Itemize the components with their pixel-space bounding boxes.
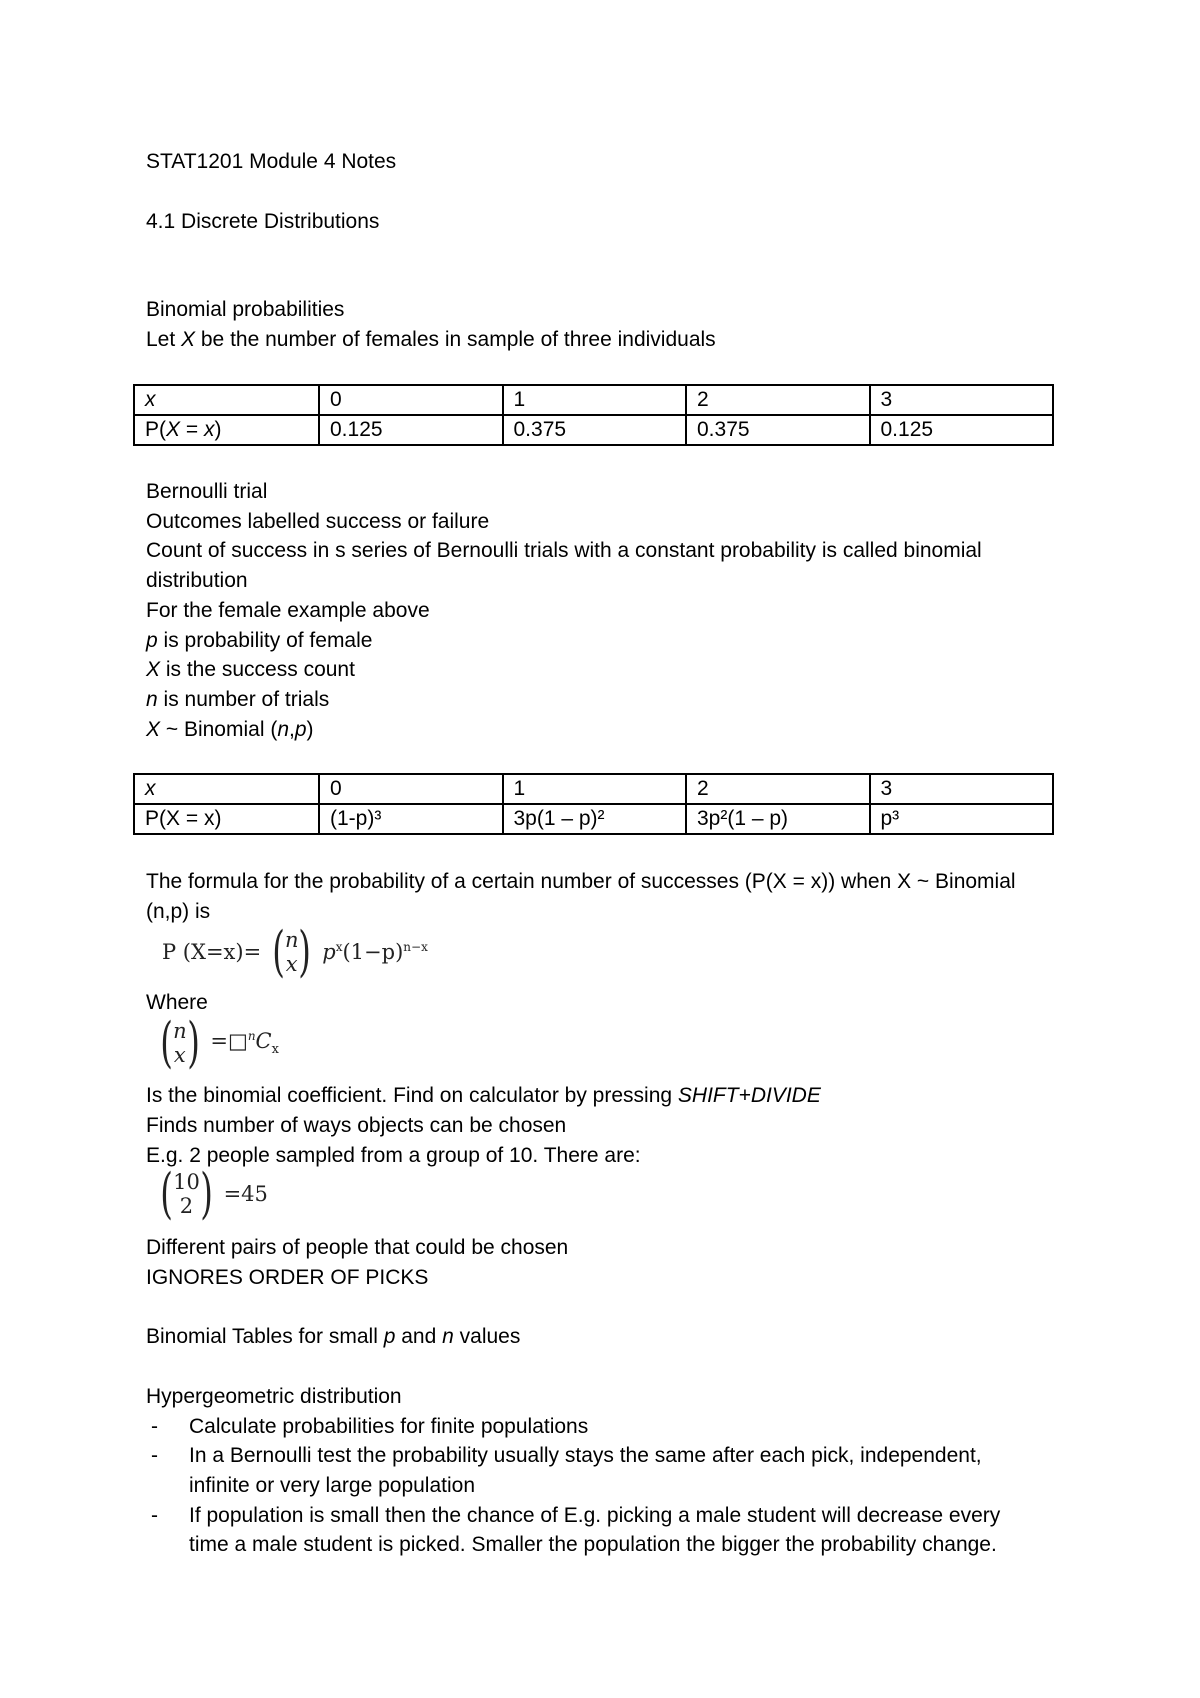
bullet-text: In a Bernoulli test the probability usually stays the same after each pick, independent,	[189, 1444, 982, 1467]
bullet-marker: -	[151, 1504, 158, 1527]
bullet-marker: -	[151, 1444, 158, 1467]
x-definition: X is the success count	[146, 658, 355, 681]
bernoulli-line: distribution	[146, 569, 248, 592]
formula-mid: (1−p)	[342, 940, 404, 964]
section-heading: 4.1 Discrete Distributions	[146, 210, 380, 233]
table-row-label: P(X = x)	[134, 415, 319, 445]
binomial-coefficient: ( 10 2 )	[160, 1162, 213, 1225]
bullet-text: infinite or very large population	[189, 1474, 476, 1497]
table-header-cell: 1	[503, 774, 687, 804]
table-cell: 3p(1 – p)²	[503, 804, 687, 834]
table-row-label: P(X = x)	[134, 804, 319, 834]
probability-table	[133, 384, 1054, 446]
table-header-cell: 3	[870, 774, 1054, 804]
example-coefficient	[156, 1162, 268, 1225]
formula-bottom: x	[285, 952, 298, 976]
coef-equals: =□	[210, 1028, 248, 1053]
binomial-tables-line: Binomial Tables for small p and n values	[146, 1325, 521, 1348]
formula-intro: The formula for the probability of a certain number of successes (P(X = x)) when X ~ Binomial	[146, 870, 1016, 893]
table-cell: 0.375	[503, 415, 687, 445]
table-header-cell: x	[134, 385, 319, 415]
example-result: =45	[223, 1182, 268, 1206]
table-header-cell: 2	[686, 774, 870, 804]
bullet-text: Calculate probabilities for finite populations	[189, 1415, 589, 1438]
bernoulli-heading: Bernoulli trial	[146, 480, 268, 503]
table-cell: 0.125	[870, 415, 1054, 445]
coef-sub: x	[271, 1042, 279, 1058]
table-header-cell: 0	[319, 774, 503, 804]
p-definition: p is probability of female	[146, 629, 373, 652]
bullet-marker: -	[151, 1415, 158, 1438]
table-row	[134, 385, 1053, 415]
example-explanation: IGNORES ORDER OF PICKS	[146, 1266, 429, 1289]
hypergeometric-heading: Hypergeometric distribution	[146, 1385, 402, 1408]
example-top: 10	[173, 1170, 200, 1194]
coef-sup: n	[247, 1028, 256, 1043]
table-cell: 3p²(1 – p)	[686, 804, 870, 834]
table-cell: (1-p)³	[319, 804, 503, 834]
table-cell: 0.375	[686, 415, 870, 445]
binomial-formula-table	[133, 773, 1054, 835]
table-header-cell: x	[134, 774, 319, 804]
binomial-heading: Binomial probabilities	[146, 298, 345, 321]
formula-exp-nx: n−x	[403, 940, 428, 954]
doc-title: STAT1201 Module 4 Notes	[146, 150, 397, 173]
coef-c: C	[255, 1028, 272, 1053]
table-header-cell: 2	[686, 385, 870, 415]
table-row	[134, 804, 1053, 834]
binomial-coefficient: ( n x )	[272, 920, 312, 983]
coefficient-line: Finds number of ways objects can be chosen	[146, 1114, 567, 1137]
example-explanation: Different pairs of people that could be chosen	[146, 1236, 569, 1259]
bernoulli-line: Outcomes labelled success or failure	[146, 510, 490, 533]
binomial-coefficient: ( n x )	[160, 1011, 200, 1074]
formula-lhs: P (X=x)=	[162, 940, 262, 964]
n-definition: n is number of trials	[146, 688, 330, 711]
formula-top: n	[284, 928, 299, 952]
bernoulli-line: For the female example above	[146, 599, 430, 622]
formula-p: p	[322, 940, 336, 964]
where-label: Where	[146, 991, 208, 1014]
table-header-cell: 3	[870, 385, 1054, 415]
bullet-text: time a male student is picked. Smaller the population the bigger the probability change.	[189, 1533, 997, 1556]
binomial-formula	[162, 920, 428, 983]
example-bottom: 2	[179, 1194, 194, 1218]
table-row	[134, 415, 1053, 445]
coef-top: n	[173, 1019, 187, 1043]
table-row	[134, 774, 1053, 804]
let-line: Let X be the number of females in sample of three individuals	[146, 328, 716, 351]
table-header-cell: 0	[319, 385, 503, 415]
table-cell: p³	[870, 804, 1054, 834]
distribution-notation: X ~ Binomial (n,p)	[146, 718, 314, 741]
coef-bottom: x	[173, 1043, 186, 1067]
coefficient-notation	[156, 1011, 279, 1074]
formula-exp-x: x	[335, 940, 343, 954]
formula-intro: (n,p) is	[146, 900, 211, 923]
bernoulli-line: Count of success in s series of Bernoulli trials with a constant probability is called binomial	[146, 539, 982, 562]
table-header-cell: 1	[503, 385, 687, 415]
coefficient-line: E.g. 2 people sampled from a group of 10. There are:	[146, 1144, 641, 1167]
table-cell: 0.125	[319, 415, 503, 445]
bullet-text: If population is small then the chance of E.g. picking a male student will decrease every	[189, 1504, 1001, 1527]
coefficient-line: Is the binomial coefficient. Find on calculator by pressing SHIFT+DIVIDE	[146, 1084, 821, 1107]
